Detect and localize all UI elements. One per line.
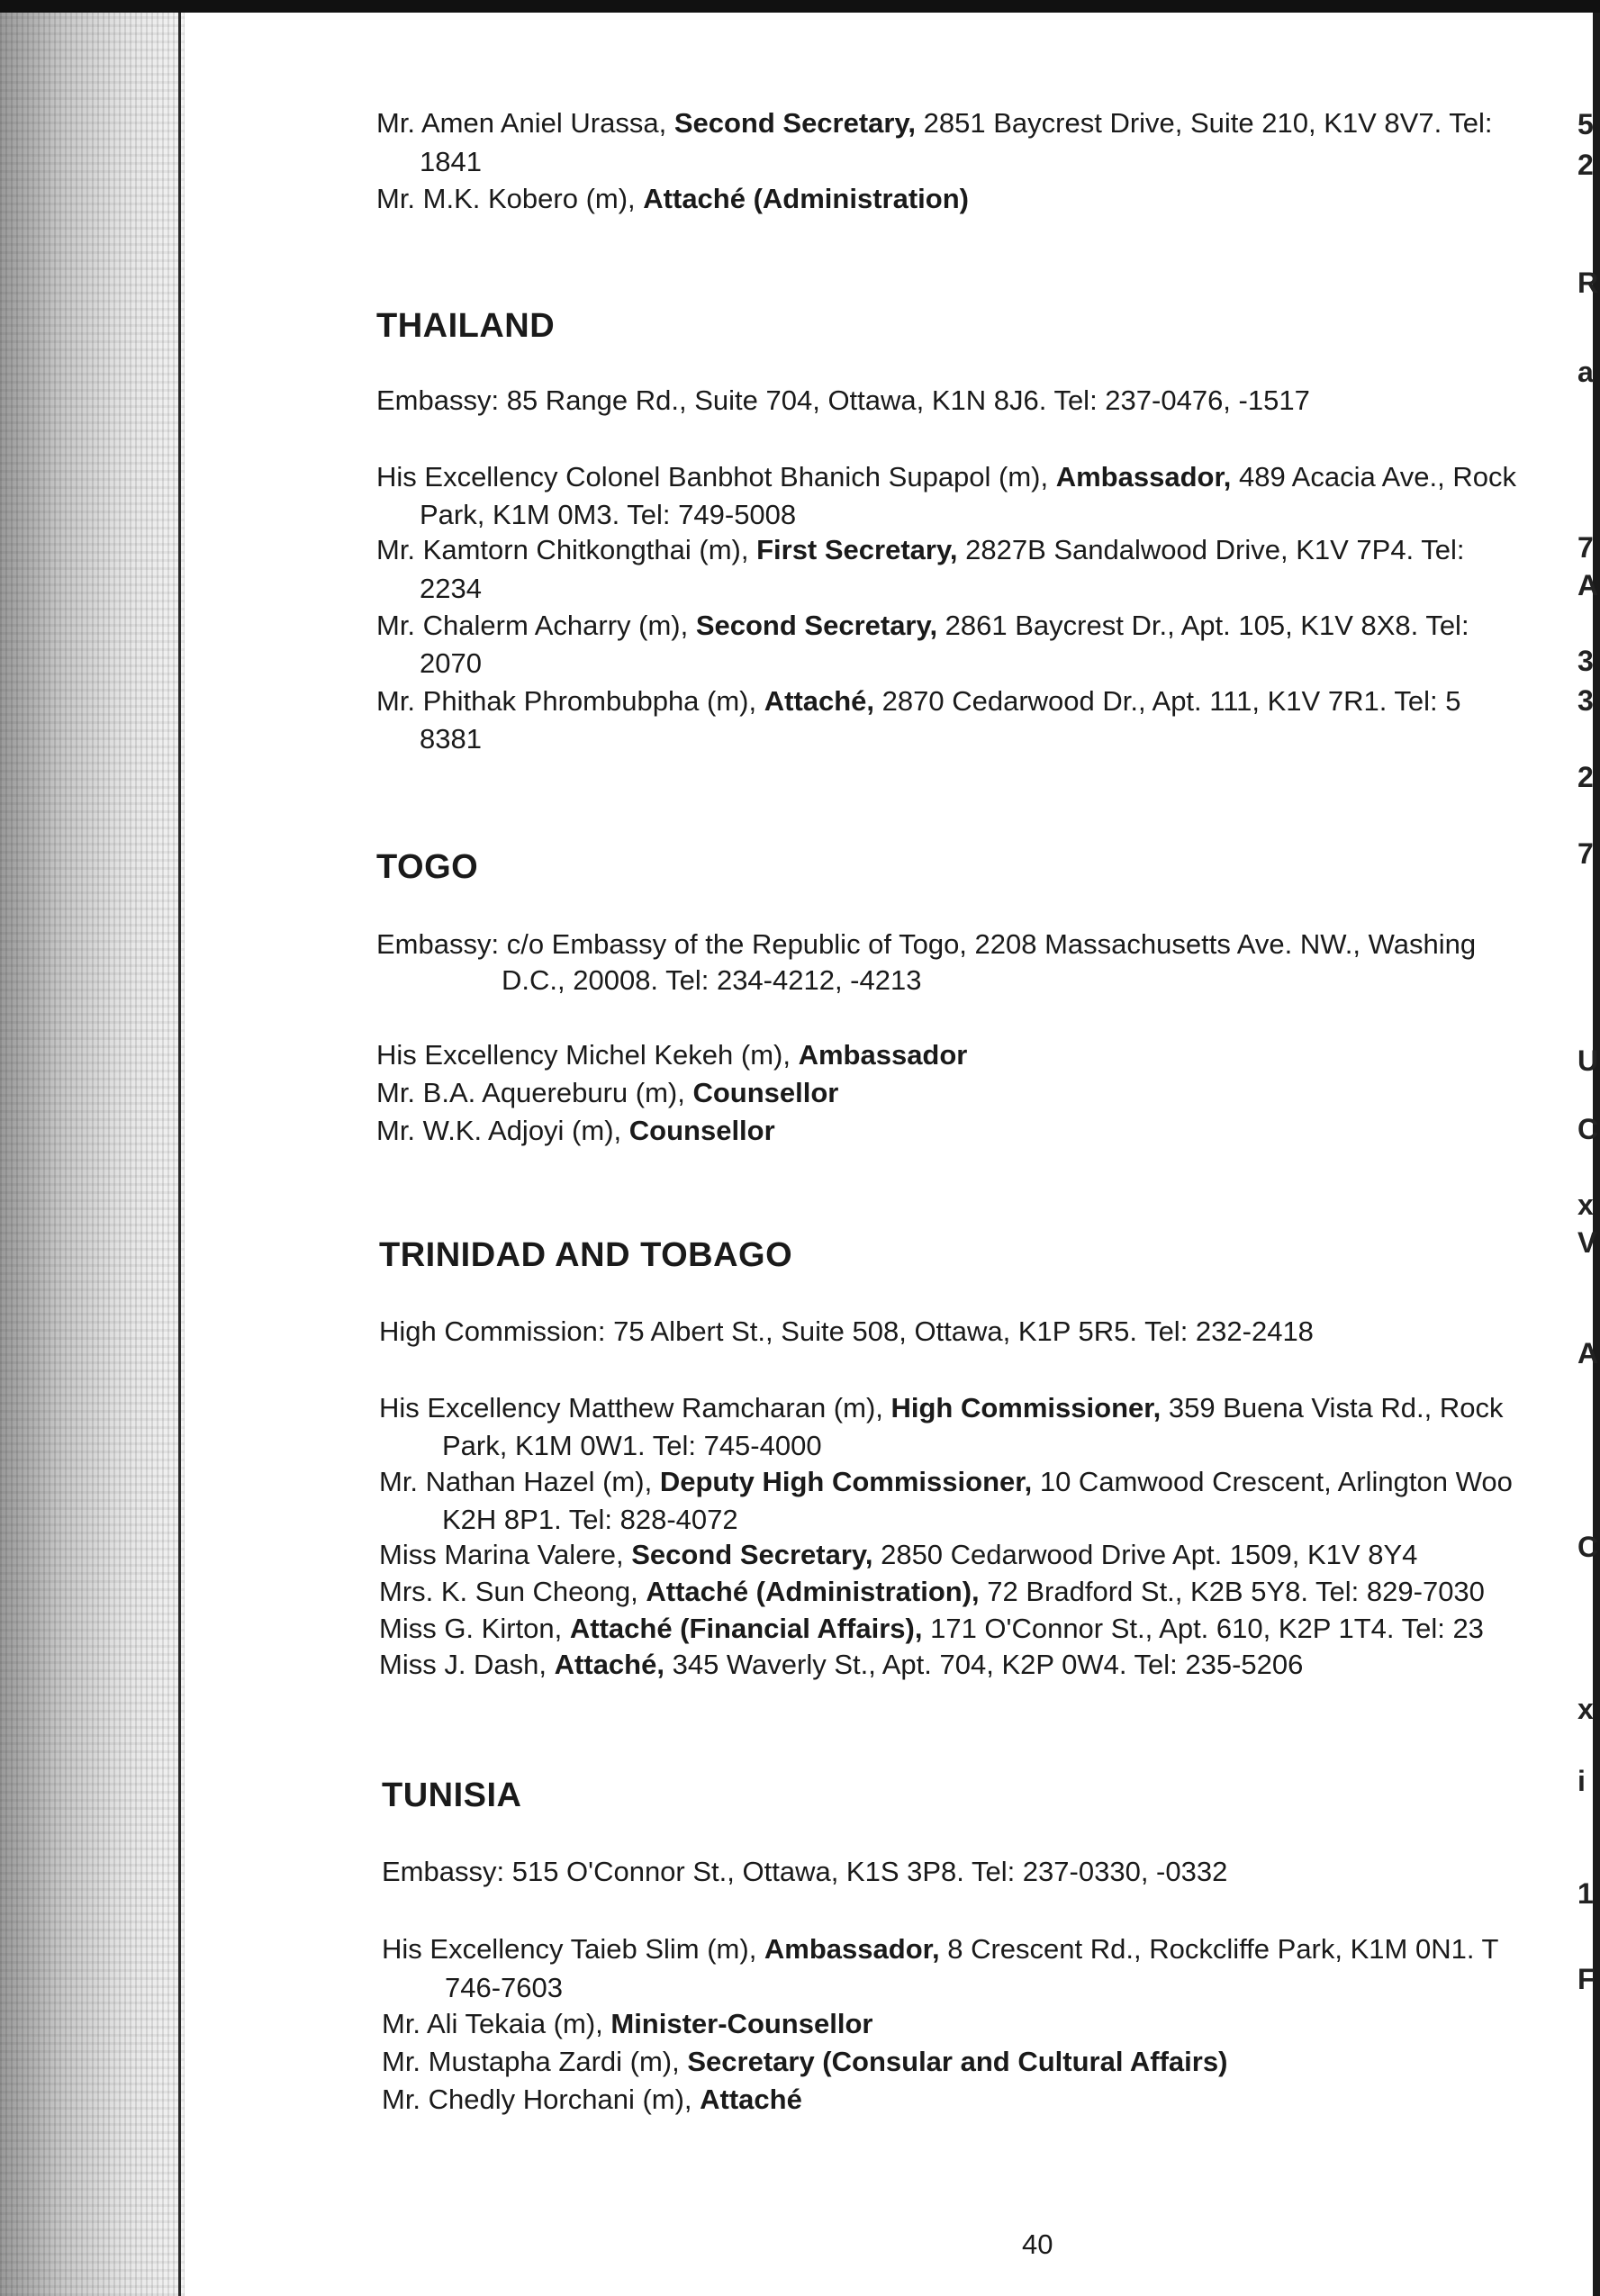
entry-text: His Excellency Colonel Banbhot Bhanich Supapol (m), [376,461,1056,493]
bleed-through-char: R [1577,267,1599,299]
entry-text: Park, K1M 0M3. Tel: 749-5008 [420,499,797,530]
entry-text: His Excellency Taieb Slim (m), [382,1933,764,1965]
entry-text: Mr. W.K. Adjoyi (m), [376,1115,629,1146]
directory-line [379,1538,1417,1572]
title-text: Counsellor [692,1077,839,1108]
entry-text: High Commission: 75 Albert St., Suite 508, Ottawa, K1P 5R5. Tel: 232-2418 [379,1315,1314,1347]
entry-text: 2234 [420,573,482,604]
directory-line [442,1429,822,1463]
directory-line [382,1855,1227,1889]
directory-line [376,609,1469,643]
bleed-through-char: A [1577,1337,1599,1369]
country-heading [379,1238,792,1272]
scan-right-border [1593,13,1600,2296]
entry-text: 2070 [420,647,482,679]
title-text: Second Secretary, [673,107,917,139]
bleed-through-char: 3 [1577,684,1594,717]
directory-line [382,2083,802,2117]
entry-text: 2850 Cedarwood Drive Apt. 1509, K1V 8Y4 [872,1539,1418,1570]
bleed-through-char: F [1577,1963,1595,1995]
entry-text: Miss J. Dash, [379,1649,555,1680]
entry-text: 8 Crescent Rd., Rockcliffe Park, K1M 0N1. T [939,1933,1499,1965]
title-text: TOGO [376,848,479,886]
entry-text: Mr. Mustapha Zardi (m), [382,2046,688,2077]
bleed-through-char: V [1577,1226,1597,1259]
bleed-through-char: 7 [1577,531,1594,564]
title-text: Second Secretary, [695,610,938,641]
title-text: Secretary (Consular and Cultural Affairs) [687,2046,1228,2077]
bleed-through-char: 1 [1577,1877,1594,1910]
directory-line [376,533,1464,567]
bleed-through-char: 2 [1577,149,1594,181]
title-text: Counsellor [628,1115,775,1146]
entry-text: 1841 [420,146,482,177]
directory-line [502,963,921,998]
directory-line [376,1076,838,1110]
entry-text: Mr. Chalerm Acharry (m), [376,610,696,641]
directory-line [376,1038,967,1072]
entry-text: 72 Bradford St., K2B 5Y8. Tel: 829-7030 [979,1576,1485,1607]
entry-text: His Excellency Matthew Ramcharan (m), [379,1392,891,1424]
bleed-through-char: U [1577,1044,1599,1077]
directory-line [382,2007,872,2041]
entry-text: 2851 Baycrest Drive, Suite 210, K1V 8V7. Tel: [916,107,1493,139]
page-number: 40 [1022,2228,1053,2260]
directory-line [382,1932,1498,1966]
title-text: Attaché [700,2084,802,2115]
country-heading [382,1778,522,1812]
title-text: Attaché (Administration) [643,183,969,214]
title-text: Ambassador [798,1039,968,1071]
directory-line [420,646,482,681]
entry-text: 2870 Cedarwood Dr., Apt. 111, K1V 7R1. Tel: 5 [874,685,1461,717]
country-heading [376,850,478,884]
entry-text: Mr. Nathan Hazel (m), [379,1466,660,1497]
directory-line [379,1648,1303,1682]
entry-text: 171 O'Connor St., Apt. 610, K2P 1T4. Tel: 23 [922,1613,1484,1644]
entry-text: Embassy: c/o Embassy of the Republic of Togo, 2208 Massachusetts Ave. NW., Washing [376,928,1477,960]
directory-line [420,572,482,606]
title-text: TRINIDAD AND TOBAGO [379,1236,793,1274]
entry-text: 489 Acacia Ave., Rock [1231,461,1516,493]
directory-line [420,722,482,756]
bleed-through-char: i [1577,1765,1586,1797]
directory-line [376,927,1476,962]
entry-text: K2H 8P1. Tel: 828-4072 [442,1504,738,1535]
bleed-through-char: 5 [1577,108,1594,140]
entry-text: 359 Buena Vista Rd., Rock [1161,1392,1504,1424]
entry-text: Mr. Chedly Horchani (m), [382,2084,701,2115]
directory-line [379,1612,1484,1646]
entry-text: Park, K1M 0W1. Tel: 745-4000 [442,1430,822,1461]
entry-text: Mr. Ali Tekaia (m), [382,2008,611,2039]
bleed-through-char: a [1577,356,1594,388]
directory-line [376,106,1493,140]
entry-text: 8381 [420,723,482,755]
title-text: Ambassador, [1055,461,1232,493]
entry-text: 2827B Sandalwood Drive, K1V 7P4. Tel: [957,534,1465,565]
entry-text: Miss G. Kirton, [379,1613,570,1644]
entry-text: Mrs. K. Sun Cheong, [379,1576,646,1607]
entry-text: 10 Camwood Crescent, Arlington Woo [1032,1466,1513,1497]
entry-text: Mr. Kamtorn Chitkongthai (m), [376,534,757,565]
entry-text: D.C., 20008. Tel: 234-4212, -4213 [502,964,922,996]
entry-text: Embassy: 85 Range Rd., Suite 704, Ottawa, K1N 8J6. Tel: 237-0476, -1517 [376,384,1310,416]
directory-line [379,1465,1513,1499]
directory-line [420,145,482,179]
entry-text: 345 Waverly St., Apt. 704, K2P 0W4. Tel: 235-5206 [664,1649,1304,1680]
entry-text: Mr. Phithak Phrombubpha (m), [376,685,764,717]
entry-text: His Excellency Michel Kekeh (m), [376,1039,799,1071]
entry-text: Mr. Amen Aniel Urassa, [376,107,674,139]
bleed-through-char: A [1577,569,1599,601]
entry-text: Mr. M.K. Kobero (m), [376,183,644,214]
title-text: TUNISIA [382,1776,522,1814]
directory-line [376,182,969,216]
entry-text: Embassy: 515 O'Connor St., Ottawa, K1S 3P8. Tel: 237-0330, -0332 [382,1856,1228,1887]
title-text: Attaché, [764,685,875,717]
title-text: High Commissioner, [890,1392,1162,1424]
bleed-through-char: x [1577,1693,1594,1725]
directory-line [382,2045,1227,2079]
title-text: First Secretary, [756,534,958,565]
directory-line [376,460,1516,494]
title-text: Minister-Counsellor [610,2008,873,2039]
title-text: THAILAND [376,307,556,345]
title-text: Deputy High Commissioner, [659,1466,1033,1497]
entry-text: 746-7603 [445,1972,564,2003]
title-text: Attaché (Financial Affairs), [569,1613,923,1644]
directory-line [379,1575,1485,1609]
directory-line [442,1503,738,1537]
directory-line [379,1315,1314,1349]
directory-line [420,498,796,532]
entry-text: Miss Marina Valere, [379,1539,632,1570]
directory-line [376,384,1310,418]
bleed-through-char: C [1577,1531,1599,1563]
title-text: Attaché, [554,1649,664,1680]
entry-text: 2861 Baycrest Dr., Apt. 105, K1V 8X8. Tel: [937,610,1469,641]
directory-line [379,1391,1504,1425]
entry-text: Mr. B.A. Aquereburu (m), [376,1077,693,1108]
bleed-through-char: 3 [1577,645,1594,677]
bleed-through-char: 7 [1577,837,1594,870]
directory-line [376,684,1460,719]
title-text: Ambassador, [764,1933,940,1965]
bleed-through-char: x [1577,1189,1594,1221]
directory-line [445,1971,563,2005]
title-text: Attaché (Administration), [646,1576,980,1607]
bleed-through-char: C [1577,1113,1599,1145]
bleed-through-char: 2 [1577,761,1594,793]
title-text: Second Secretary, [631,1539,873,1570]
country-heading [376,309,555,343]
directory-line [376,1114,775,1148]
